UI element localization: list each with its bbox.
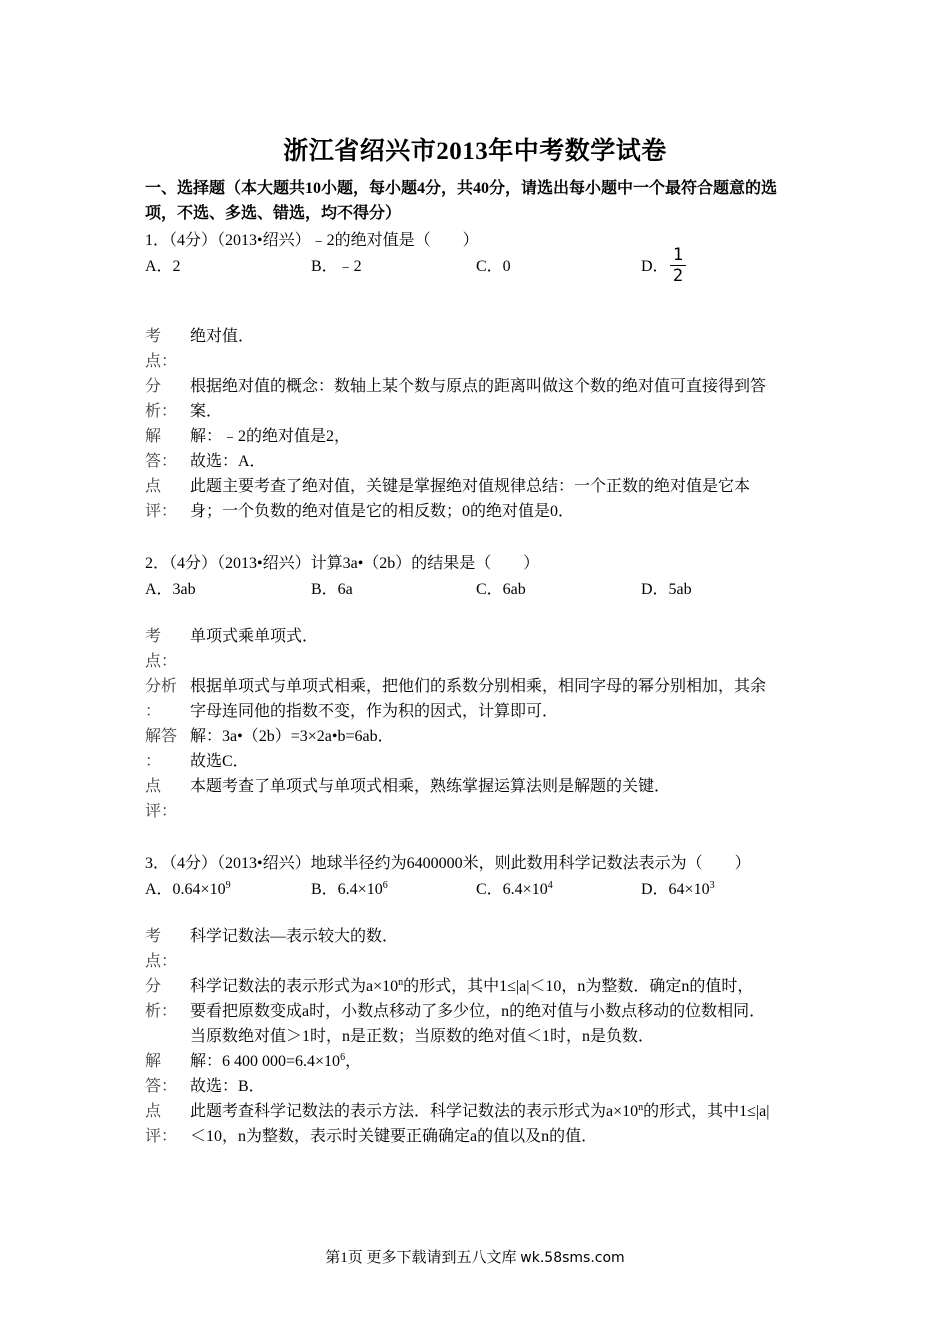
option-d: D．$64\times 10^3$ xyxy=(641,880,715,898)
q3-kaodian-text: 科学记数法—表示较大的数． xyxy=(190,928,399,945)
fraction-one-half xyxy=(670,246,686,285)
q3-fenxi-text: 科学记数法的表示形式为$a\times 10^n$的形式，其中1≤|a|＜10，n为整数．确定n的值时， 要看把原数变成a时，小数点移动了多少位，n的绝对值与小数点移动的位数相同． 当原数绝对值＞1时，n是正数；当原数的绝对值＜1时，n是负数． xyxy=(190,977,766,1045)
q1-kaodian-text: 绝对值． xyxy=(190,328,255,345)
q3-jieda-text: 解：6 400 $000=6.4\times 10^6$， 故选：B． xyxy=(190,1052,362,1095)
q3-dianping-text: 此题考查科学记数法的表示方法．科学记数法的表示形式为$a\times 10^n$的形式，其中1≤|a| ＜10，n为整数，表示时关键要正确确定a的值以及n的值． xyxy=(190,1102,770,1145)
option-a: A．3ab xyxy=(145,581,196,598)
option-d: D．5ab xyxy=(641,581,692,598)
option-a: A．$0.64\times 10^9$ xyxy=(145,880,231,898)
question-2-stem: 2．（4分）（2013•绍兴）计算3a•（2b）的结果是（ ） xyxy=(145,555,540,572)
page-title: 浙江省绍兴市2013年中考数学试卷 xyxy=(283,138,667,165)
q3-fenxi-label: 分 析： xyxy=(145,978,178,1020)
q2-dianping-label: 点 评： xyxy=(145,778,178,820)
q3-jieda-label: 解 答： xyxy=(145,1053,178,1095)
option-c: C．0 xyxy=(476,258,511,275)
option-c: C．6ab xyxy=(476,581,526,598)
q2-fenxi-text: 根据单项式与单项式相乘，把他们的系数分别相乘，相同字母的幂分别相加，其余 字母连同他的指数不变，作为积的因式，计算即可． xyxy=(190,678,767,720)
option-c: C．$6.4\times 10^4$ xyxy=(476,880,553,898)
q3-kaodian-label: 考 点： xyxy=(145,928,178,970)
option-d: D． xyxy=(641,258,669,275)
q2-kaodian-label: 考 点： xyxy=(145,628,178,670)
q1-dianping-text: 此题主要考查了绝对值，关键是掌握绝对值规律总结：一个正数的绝对值是它本 身；一个负数的绝对值是它的相反数；0的绝对值是0． xyxy=(190,478,751,520)
q1-fenxi-label: 分 析： xyxy=(145,378,178,420)
q2-jieda-text: 解：3a•（2b）=3×2a•b=6ab． 故选C． xyxy=(190,728,394,770)
q2-kaodian-text: 单项式乘单项式． xyxy=(190,628,319,645)
footer-link[interactable]: wk.58sms.com xyxy=(520,1250,625,1266)
q1-dianping-label: 点 评： xyxy=(145,478,178,520)
q1-kaodian-label: 考 点： xyxy=(145,328,178,370)
q1-jieda-text: 解：﹣2的绝对值是2， 故选：A． xyxy=(190,428,351,470)
option-b: B．6a xyxy=(311,581,353,598)
page-footer xyxy=(0,1246,950,1267)
option-b: B．$6.4\times 10^6$ xyxy=(311,880,388,898)
footer-text: 第1页 更多下载请到五八文库 xyxy=(325,1250,517,1266)
q2-fenxi-label: 分析 ： xyxy=(145,678,178,720)
q1-fenxi-text: 根据绝对值的概念：数轴上某个数与原点的距离叫做这个数的绝对值可直接得到答 案． xyxy=(190,378,767,420)
option-b: B．﹣2 xyxy=(311,258,362,275)
q3-dianping-label: 点 评： xyxy=(145,1103,178,1145)
section-heading: 一、选择题（本大题共10小题，每小题4分，共40分，请选出每小题中一个最符合题意的选项，不选、多选、错选，均不得分） xyxy=(145,180,778,222)
q1-jieda-label: 解 答： xyxy=(145,428,178,470)
fraction-denominator: 2 xyxy=(672,266,684,286)
fraction-numerator: 1 xyxy=(672,245,684,265)
question-3-stem: 3．（4分）（2013•绍兴）地球半径约为6400000米，则此数用科学记数法表示为（ ） xyxy=(145,855,751,872)
q2-dianping-text: 本题考查了单项式与单项式相乘，熟练掌握运算法则是解题的关键． xyxy=(190,778,671,795)
q2-jieda-label: 解答 ： xyxy=(145,728,178,770)
question-1-stem: 1．（4分）（2013•绍兴）﹣2的绝对值是（ ） xyxy=(145,232,479,249)
option-a: A．2 xyxy=(145,258,181,275)
